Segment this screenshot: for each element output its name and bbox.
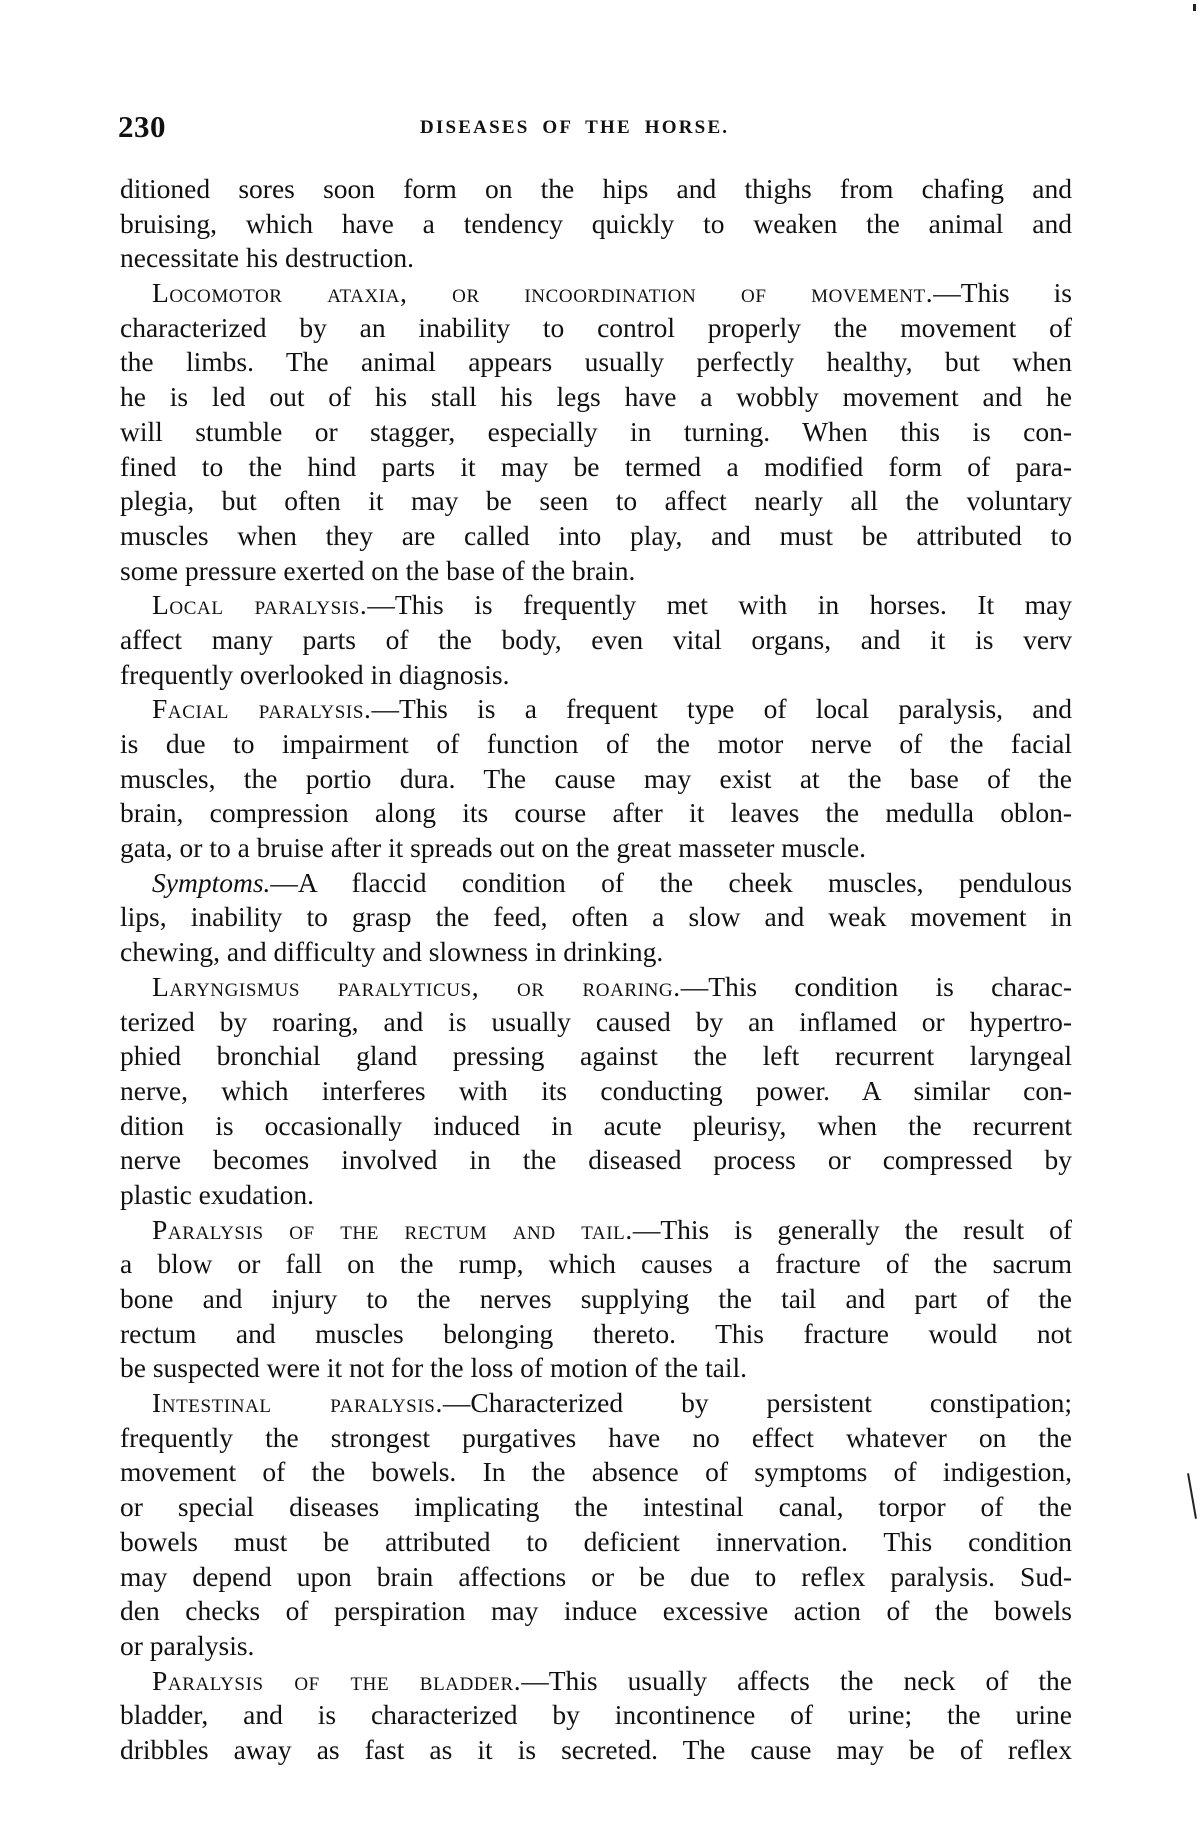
text-line: bone and injury to the nerves supplying the tail and part of the — [120, 1283, 1072, 1314]
text-line: bowels must be attributed to deficient innervation. This condition — [120, 1525, 1072, 1557]
text-line: rectum and muscles belonging thereto. This fracture would not — [120, 1317, 1072, 1349]
section-heading: Intestinal paralysis. — [152, 1387, 443, 1419]
section-heading: Laryngismus paralyticus, or roaring. — [152, 970, 681, 1002]
text-line: bruising, which have a tendency quickly to weaken the animal and — [120, 207, 1072, 239]
text-run: —This condition is charac- — [680, 970, 1072, 1002]
text-line: dition is occasionally induced in acute pleurisy, when the recurrent — [120, 1109, 1072, 1141]
text-line: a blow or fall on the rump, which causes a fracture of the sacrum — [120, 1248, 1072, 1280]
text-line: muscles when they are called into play, and must be attributed to — [120, 519, 1072, 551]
text-run: —This is frequently met with in horses. It may — [367, 589, 1072, 621]
text-line — [120, 970, 1072, 1005]
text-line: nerve, which interferes with its conducting power. A similar con- — [120, 1074, 1072, 1106]
text-run: —A flaccid condition of the cheek muscles, pendulous — [270, 866, 1072, 898]
section-heading: Facial paralysis. — [152, 693, 372, 725]
paragraph-rectum-tail-paralysis — [120, 1213, 1072, 1386]
text-line: dribbles away as fast as it is secreted. The cause may be of reflex — [120, 1733, 1072, 1765]
section-heading: Paralysis of the bladder. — [152, 1664, 522, 1696]
text-line: be suspected were it not for the loss of motion of the tail. — [120, 1352, 748, 1384]
text-line: ditioned sores soon form on the hips and thighs from chafing and — [120, 173, 1072, 204]
section-heading: Locomotor ataxia, or incoordination of movement. — [152, 277, 934, 309]
text-line — [120, 1213, 1072, 1248]
page-number: 230 — [118, 109, 166, 144]
text-line — [120, 1386, 1072, 1421]
text-run: —Characterized by persistent constipation; — [442, 1387, 1072, 1419]
text-line: frequently the strongest purgatives have no effect whatever on the — [120, 1421, 1072, 1453]
text-line: movement of the bowels. In the absence of symptoms of indigestion, — [120, 1456, 1072, 1488]
running-head — [118, 110, 1073, 144]
text-line — [120, 1664, 1072, 1699]
paragraph-continuation — [120, 172, 1072, 276]
text-line — [120, 866, 1072, 901]
scan-artifact-margin — [1187, 1473, 1197, 1519]
text-line: may depend upon brain affections or be due to reflex paralysis. Sud- — [120, 1560, 1072, 1592]
text-line: he is led out of his stall his legs have a wobbly movement and he — [120, 381, 1072, 413]
text-line: den checks of perspiration may induce excessive action of the bowels — [120, 1595, 1072, 1627]
text-line: phied bronchial gland pressing against the left recurrent laryngeal — [120, 1040, 1072, 1072]
paragraph-laryngismus-paralyticus — [120, 970, 1072, 1213]
text-line: nerve becomes involved in the diseased process or compressed by — [120, 1144, 1072, 1176]
text-line: affect many parts of the body, even vital organs, and it is verv — [120, 623, 1072, 655]
text-line: muscles, the portio dura. The cause may exist at the base of the — [120, 762, 1072, 794]
text-line: some pressure exerted on the base of the brain. — [120, 554, 636, 586]
subsection-heading: Symptoms. — [152, 866, 271, 898]
text-line: the limbs. The animal appears usually perfectly healthy, but when — [120, 346, 1072, 378]
text-line: chewing, and difficulty and slowness in drinking. — [120, 936, 664, 968]
paragraph-intestinal-paralysis — [120, 1386, 1072, 1664]
text-line — [120, 588, 1072, 623]
text-run: —This usually affects the neck of the — [521, 1664, 1072, 1696]
paragraph-locomotor-ataxia — [120, 276, 1072, 588]
text-line: fined to the hind parts it may be termed a modified form of para- — [120, 450, 1072, 482]
paragraph-symptoms — [120, 866, 1072, 970]
text-run: —This is generally the result of — [632, 1213, 1072, 1245]
text-line: will stumble or stagger, especially in turning. When this is con- — [120, 415, 1072, 447]
text-line: plastic exudation. — [120, 1178, 314, 1210]
text-line: necessitate his destruction. — [120, 242, 415, 274]
body-text — [120, 172, 1072, 1768]
text-line: or paralysis. — [120, 1629, 255, 1661]
paragraph-facial-paralysis — [120, 692, 1072, 865]
text-line: frequently overlooked in diagnosis. — [120, 658, 510, 690]
text-line: bladder, and is characterized by incontinence of urine; the urine — [120, 1699, 1072, 1731]
running-title: DISEASES OF THE HORSE. — [420, 117, 730, 138]
text-line: brain, compression along its course after it leaves the medulla oblon- — [120, 797, 1072, 829]
section-heading: Paralysis of the rectum and tail. — [152, 1213, 633, 1245]
text-line: is due to impairment of function of the motor nerve of the facial — [120, 728, 1072, 759]
text-line — [120, 692, 1072, 727]
text-line: gata, or to a bruise after it spreads out on the great masseter muscle. — [120, 832, 867, 864]
text-line: lips, inability to grasp the feed, often a slow and weak movement in — [120, 901, 1072, 933]
text-run: —This is — [933, 277, 1072, 309]
text-line: terized by roaring, and is usually caused by an inflamed or hypertro- — [120, 1005, 1072, 1037]
text-run: —This is a frequent type of local paralysis, and — [371, 693, 1072, 725]
scan-artifact-corner — [1193, 4, 1196, 11]
text-line — [120, 276, 1072, 311]
section-heading: Local paralysis. — [152, 589, 368, 621]
paragraph-bladder-paralysis — [120, 1664, 1072, 1768]
paragraph-local-paralysis — [120, 588, 1072, 692]
text-line: or special diseases implicating the intestinal canal, torpor of the — [120, 1491, 1072, 1523]
text-line: characterized by an inability to control properly the movement of — [120, 311, 1072, 343]
text-line: plegia, but often it may be seen to affect nearly all the voluntary — [120, 485, 1072, 517]
